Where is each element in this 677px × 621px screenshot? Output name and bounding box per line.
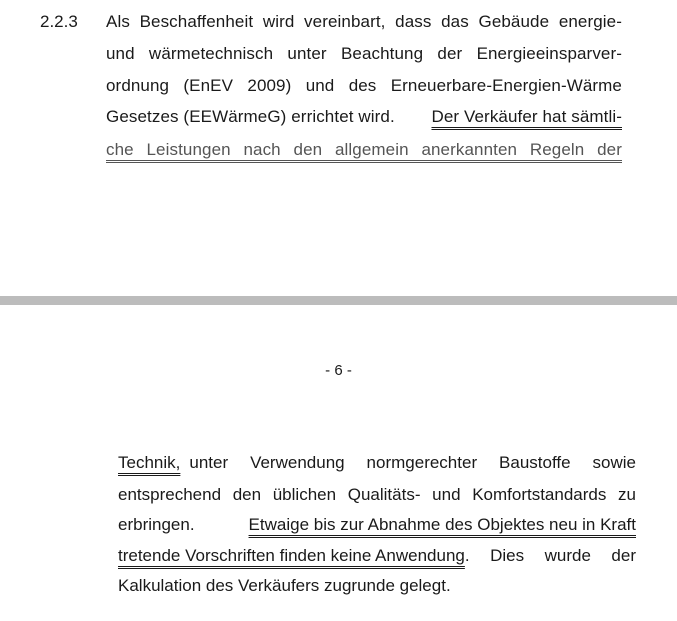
- text-fragment: Gesetzes (EEWärmeG) errichtet wird.: [106, 107, 395, 126]
- text-fragment: . Dies wurde der: [464, 546, 636, 565]
- text-line: [118, 515, 636, 535]
- text-line: Als Beschaffenheit wird vereinbart, dass das Gebäude energie-: [106, 12, 622, 31]
- underlined-text: tretende Vorschriften finden keine Anwendung: [118, 546, 465, 565]
- underlined-text: Der Verkäufer hat sämtli-: [431, 107, 622, 126]
- text-line: entsprechend den üblichen Qualitäts- und Komfortstandards zu: [118, 485, 636, 504]
- text-line: [118, 546, 636, 566]
- text-line: ordnung (EnEV 2009) und des Erneuerbare-Energien-Wärme: [106, 76, 622, 95]
- text-fragment: unter Verwendung normgerechter Baustoffe sowie: [189, 453, 636, 472]
- underlined-text: Technik,: [118, 453, 181, 472]
- text-line: und wärmetechnisch unter Beachtung der Energieeinsparver-: [106, 44, 622, 63]
- text-line: Kalkulation des Verkäufers zugrunde gelegt.: [118, 576, 451, 595]
- text-line: [118, 453, 636, 473]
- page-number: - 6 -: [325, 362, 352, 379]
- text-line: che Leistungen nach den allgemein anerkannten Regeln der: [106, 140, 622, 159]
- text-line: [106, 107, 622, 127]
- section-number: 2.2.3: [40, 12, 78, 31]
- page-divider: [0, 296, 677, 305]
- underlined-text: Etwaige bis zur Abnahme des Objektes neu in Kraft: [248, 515, 636, 534]
- text-fragment: erbringen.: [118, 515, 195, 534]
